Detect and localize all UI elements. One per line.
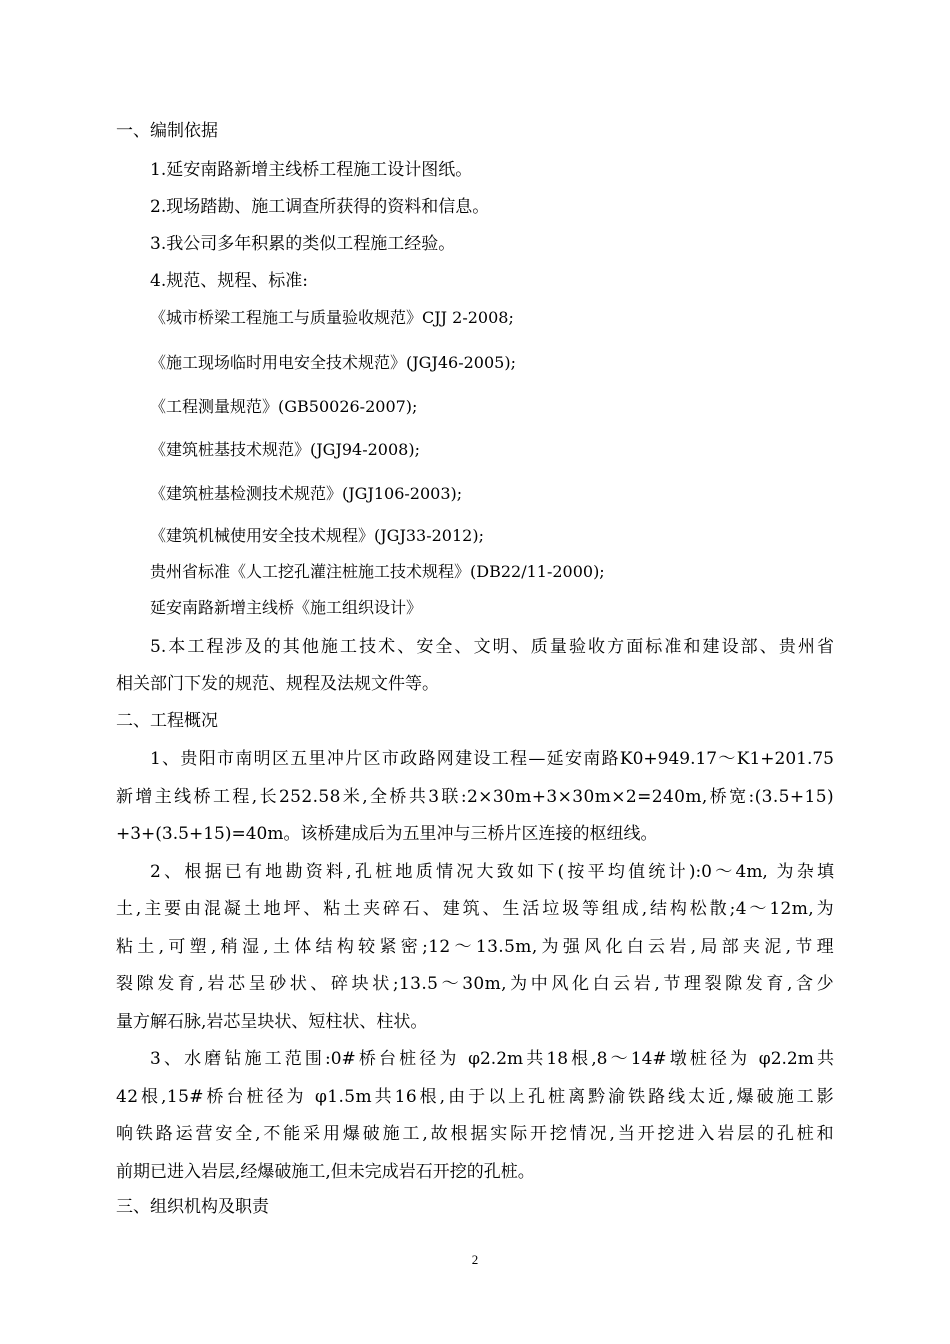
- overview-para1-line: +3+(3.5+15)=40m。该桥建成后为五里冲与三桥片区连接的枢纽线。: [116, 824, 658, 844]
- basis-item-1: 1.延安南路新增主线桥工程施工设计图纸。: [150, 160, 473, 180]
- overview-para2-line: 2、根据已有地勘资料,孔桩地质情况大致如下(按平均值统计):0～4m, 为杂填: [150, 862, 834, 882]
- overview-para2-line: 土,主要由混凝土地坪、粘土夹碎石、建筑、生活垃圾等组成,结构松散;4～12m,为: [116, 899, 834, 919]
- overview-para2-line: 量方解石脉,岩芯呈块状、短柱状、柱状。: [116, 1012, 428, 1032]
- overview-para3-line: 前期已进入岩层,经爆破施工,但未完成岩石开挖的孔桩。: [116, 1162, 535, 1182]
- standard-item: 贵州省标准《人工挖孔灌注桩施工技术规程》(DB22/11-2000);: [150, 562, 605, 581]
- standard-item: 延安南路新增主线桥《施工组织设计》: [150, 598, 423, 617]
- overview-para3-line: 3、水磨钻施工范围:0#桥台桩径为 φ2.2m共18根,8～14#墩桩径为 φ2.2m共: [150, 1049, 834, 1069]
- page-number: 2: [471, 1252, 479, 1267]
- overview-para3-line: 响铁路运营安全,不能采用爆破施工,故根据实际开挖情况,当开挖进入岩层的孔桩和: [116, 1124, 834, 1144]
- standard-item: 《建筑机械使用安全技术规程》(JGJ33-2012);: [150, 526, 484, 545]
- overview-para2-line: 裂隙发育,岩芯呈砂状、碎块状;13.5～30m,为中风化白云岩,节理裂隙发育,含少: [116, 974, 834, 994]
- overview-para3-line: 42根,15#桥台桩径为 φ1.5m共16根,由于以上孔桩离黔渝铁路线太近,爆破施工影: [116, 1087, 834, 1107]
- overview-para2-line: 粘土,可塑,稍湿,土体结构较紧密;12～13.5m,为强风化白云岩,局部夹泥,节理: [116, 937, 834, 957]
- basis-item-4: 4.规范、规程、标准:: [150, 271, 308, 291]
- section3-heading: 三、组织机构及职责: [116, 1197, 269, 1217]
- basis-item-2: 2.现场踏勘、施工调查所获得的资料和信息。: [150, 197, 490, 217]
- standard-item: 《建筑桩基技术规范》(JGJ94-2008);: [150, 440, 420, 459]
- standard-item: 《施工现场临时用电安全技术规范》(JGJ46-2005);: [150, 353, 516, 372]
- overview-para1-line: 1、贵阳市南明区五里冲片区市政路网建设工程—延安南路K0+949.17～K1+201.75: [150, 749, 834, 769]
- standard-item: 《城市桥梁工程施工与质量验收规范》CJJ 2-2008;: [150, 308, 514, 327]
- section2-heading: 二、工程概况: [116, 711, 218, 731]
- basis-item-5-line: 5.本工程涉及的其他施工技术、安全、文明、质量验收方面标准和建设部、贵州省: [150, 637, 834, 657]
- overview-para1-line: 新增主线桥工程,长252.58米,全桥共3联:2×30m+3×30m×2=240m,桥宽:(3.5+15): [116, 787, 834, 807]
- standard-item: 《工程测量规范》(GB50026-2007);: [150, 397, 418, 416]
- standard-item: 《建筑桩基检测技术规范》(JGJ106-2003);: [150, 484, 463, 503]
- section1-heading: 一、编制依据: [116, 121, 218, 141]
- basis-item-3: 3.我公司多年积累的类似工程施工经验。: [150, 234, 456, 254]
- basis-item-5-line: 相关部门下发的规范、规程及法规文件等。: [116, 674, 439, 694]
